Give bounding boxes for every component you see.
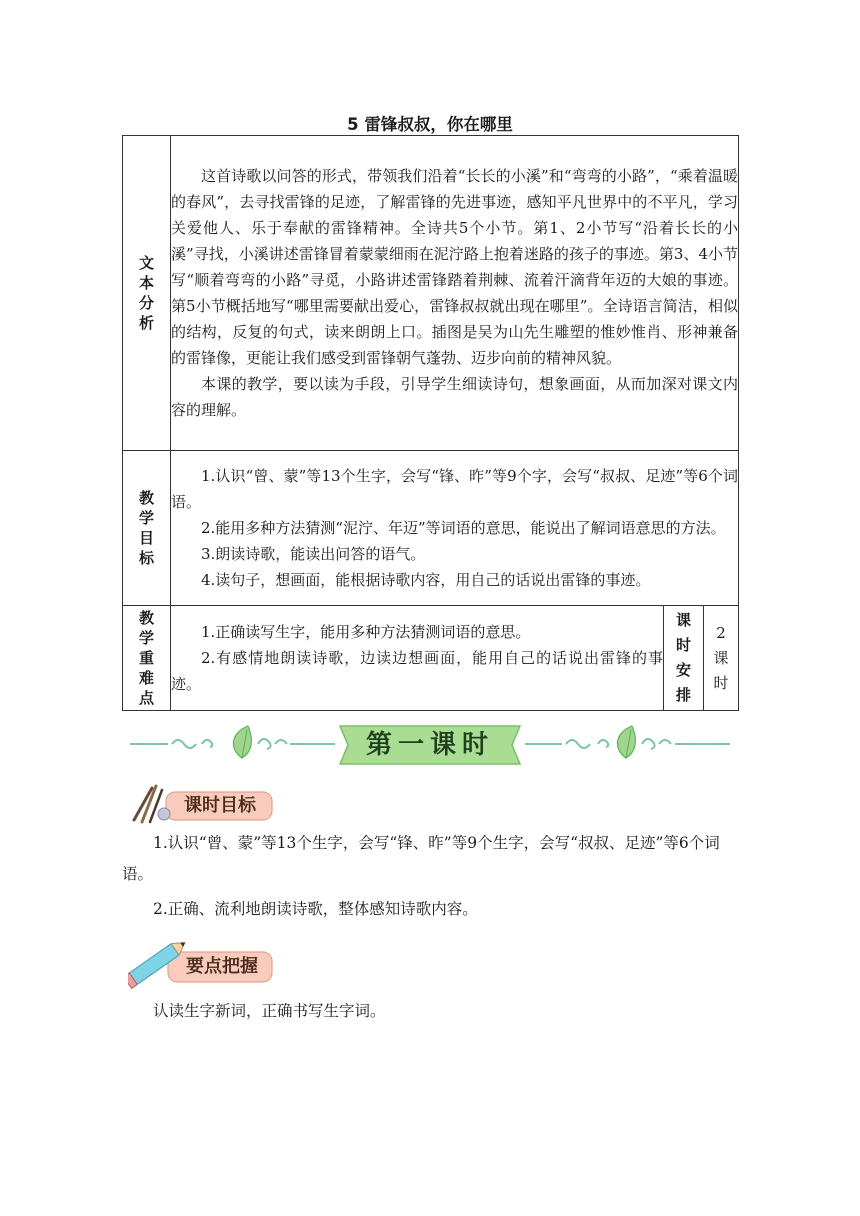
key-points-content xyxy=(171,606,664,711)
lesson-period-banner xyxy=(130,722,730,768)
lesson-plan-table xyxy=(122,135,739,711)
lesson-goal-item: 2.正确、流利地朗读诗歌，整体感知诗歌内容。 xyxy=(153,900,478,918)
key-points-badge-label: 要点把握 xyxy=(186,956,258,977)
lesson-goals-list xyxy=(122,828,738,925)
key-points-badge xyxy=(128,934,278,990)
analysis-paragraph: 本课的教学，要以读为手段，引导学生细读诗句，想象画面，从而加深对课文内容的理解。 xyxy=(171,375,739,419)
schedule-label: 课 时 安 排 xyxy=(664,606,704,711)
goal-item: 1.认识“曾、蒙”等13个生字，会写“锋、昨”等9个字，会写“叔叔、足迹”等6个词语。 xyxy=(171,467,739,511)
key-points-paragraph: 认读生字新词，正确书写生字词。 xyxy=(153,1002,386,1020)
lesson-goal-item: 1.认识“曾、蒙”等13个生字，会写“锋、昨”等9个生字，会写“叔叔、足迹”等6个词语。 xyxy=(122,834,720,883)
key-point-item: 1.正确读写生字，能用多种方法猜测词语的意思。 xyxy=(201,623,531,641)
goal-item: 4.读句子，想画面，能根据诗歌内容，用自己的话说出雷锋的事迹。 xyxy=(201,571,651,589)
schedule-value: 2 课 时 xyxy=(704,606,739,711)
text-analysis-label: 文 本 分 析 xyxy=(123,136,171,451)
teaching-goals-content xyxy=(171,451,739,606)
teaching-goals-row xyxy=(123,451,739,606)
lesson-goals-badge-label: 课时目标 xyxy=(184,795,256,816)
key-points-text xyxy=(122,996,738,1027)
goal-item: 2.能用多种方法猜测“泥泞、年迈”等词语的意思，能说出了解词语意思的方法。 xyxy=(201,519,726,537)
goal-item: 3.朗读诗歌，能读出问答的语气。 xyxy=(201,545,426,563)
key-point-item: 2.有感情地朗读诗歌，边读边想画面，能用自己的话说出雷锋的事迹。 xyxy=(171,649,663,693)
text-analysis-row xyxy=(123,136,739,451)
banner-text: 第一课时 xyxy=(365,730,494,760)
key-points-label: 教 学 重 难 点 xyxy=(123,606,171,711)
lesson-title: 5 雷锋叔叔，你在哪里 xyxy=(347,115,513,134)
key-points-row xyxy=(123,606,739,711)
lesson-goals-badge xyxy=(128,784,278,824)
analysis-paragraph: 这首诗歌以问答的形式，带领我们沿着“长长的小溪”和“弯弯的小路”，“乘着温暖的春风”，去寻找雷锋的足迹，了解雷锋的先进事迹，感知平凡世界中的不平凡，学习关爱他人、乐于奉献的雷锋精神。全诗共5个小节。第1、2小节写“沿着长长的小溪”寻找，小溪讲述雷锋冒着蒙蒙细雨在泥泞路上抱着迷路的孩子的事迹。第3、4小节写“顺着弯弯的小路”寻觅，小路讲述雷锋踏着荆棘、流着汗滴背年迈的大娘的事迹。第5小节概括地写“哪里需要献出爱心，雷锋叔叔就出现在哪里”。全诗语言简洁，相似的结构，反复的句式，读来朗朗上口。插图是吴为山先生雕塑的惟妙惟肖、形神兼备的雷锋像，更能让我们感受到雷锋朝气蓬勃、迈步向前的精神风貌。 xyxy=(171,167,739,367)
teaching-goals-label: 教 学 目 标 xyxy=(123,451,171,606)
text-analysis-content xyxy=(171,136,739,451)
